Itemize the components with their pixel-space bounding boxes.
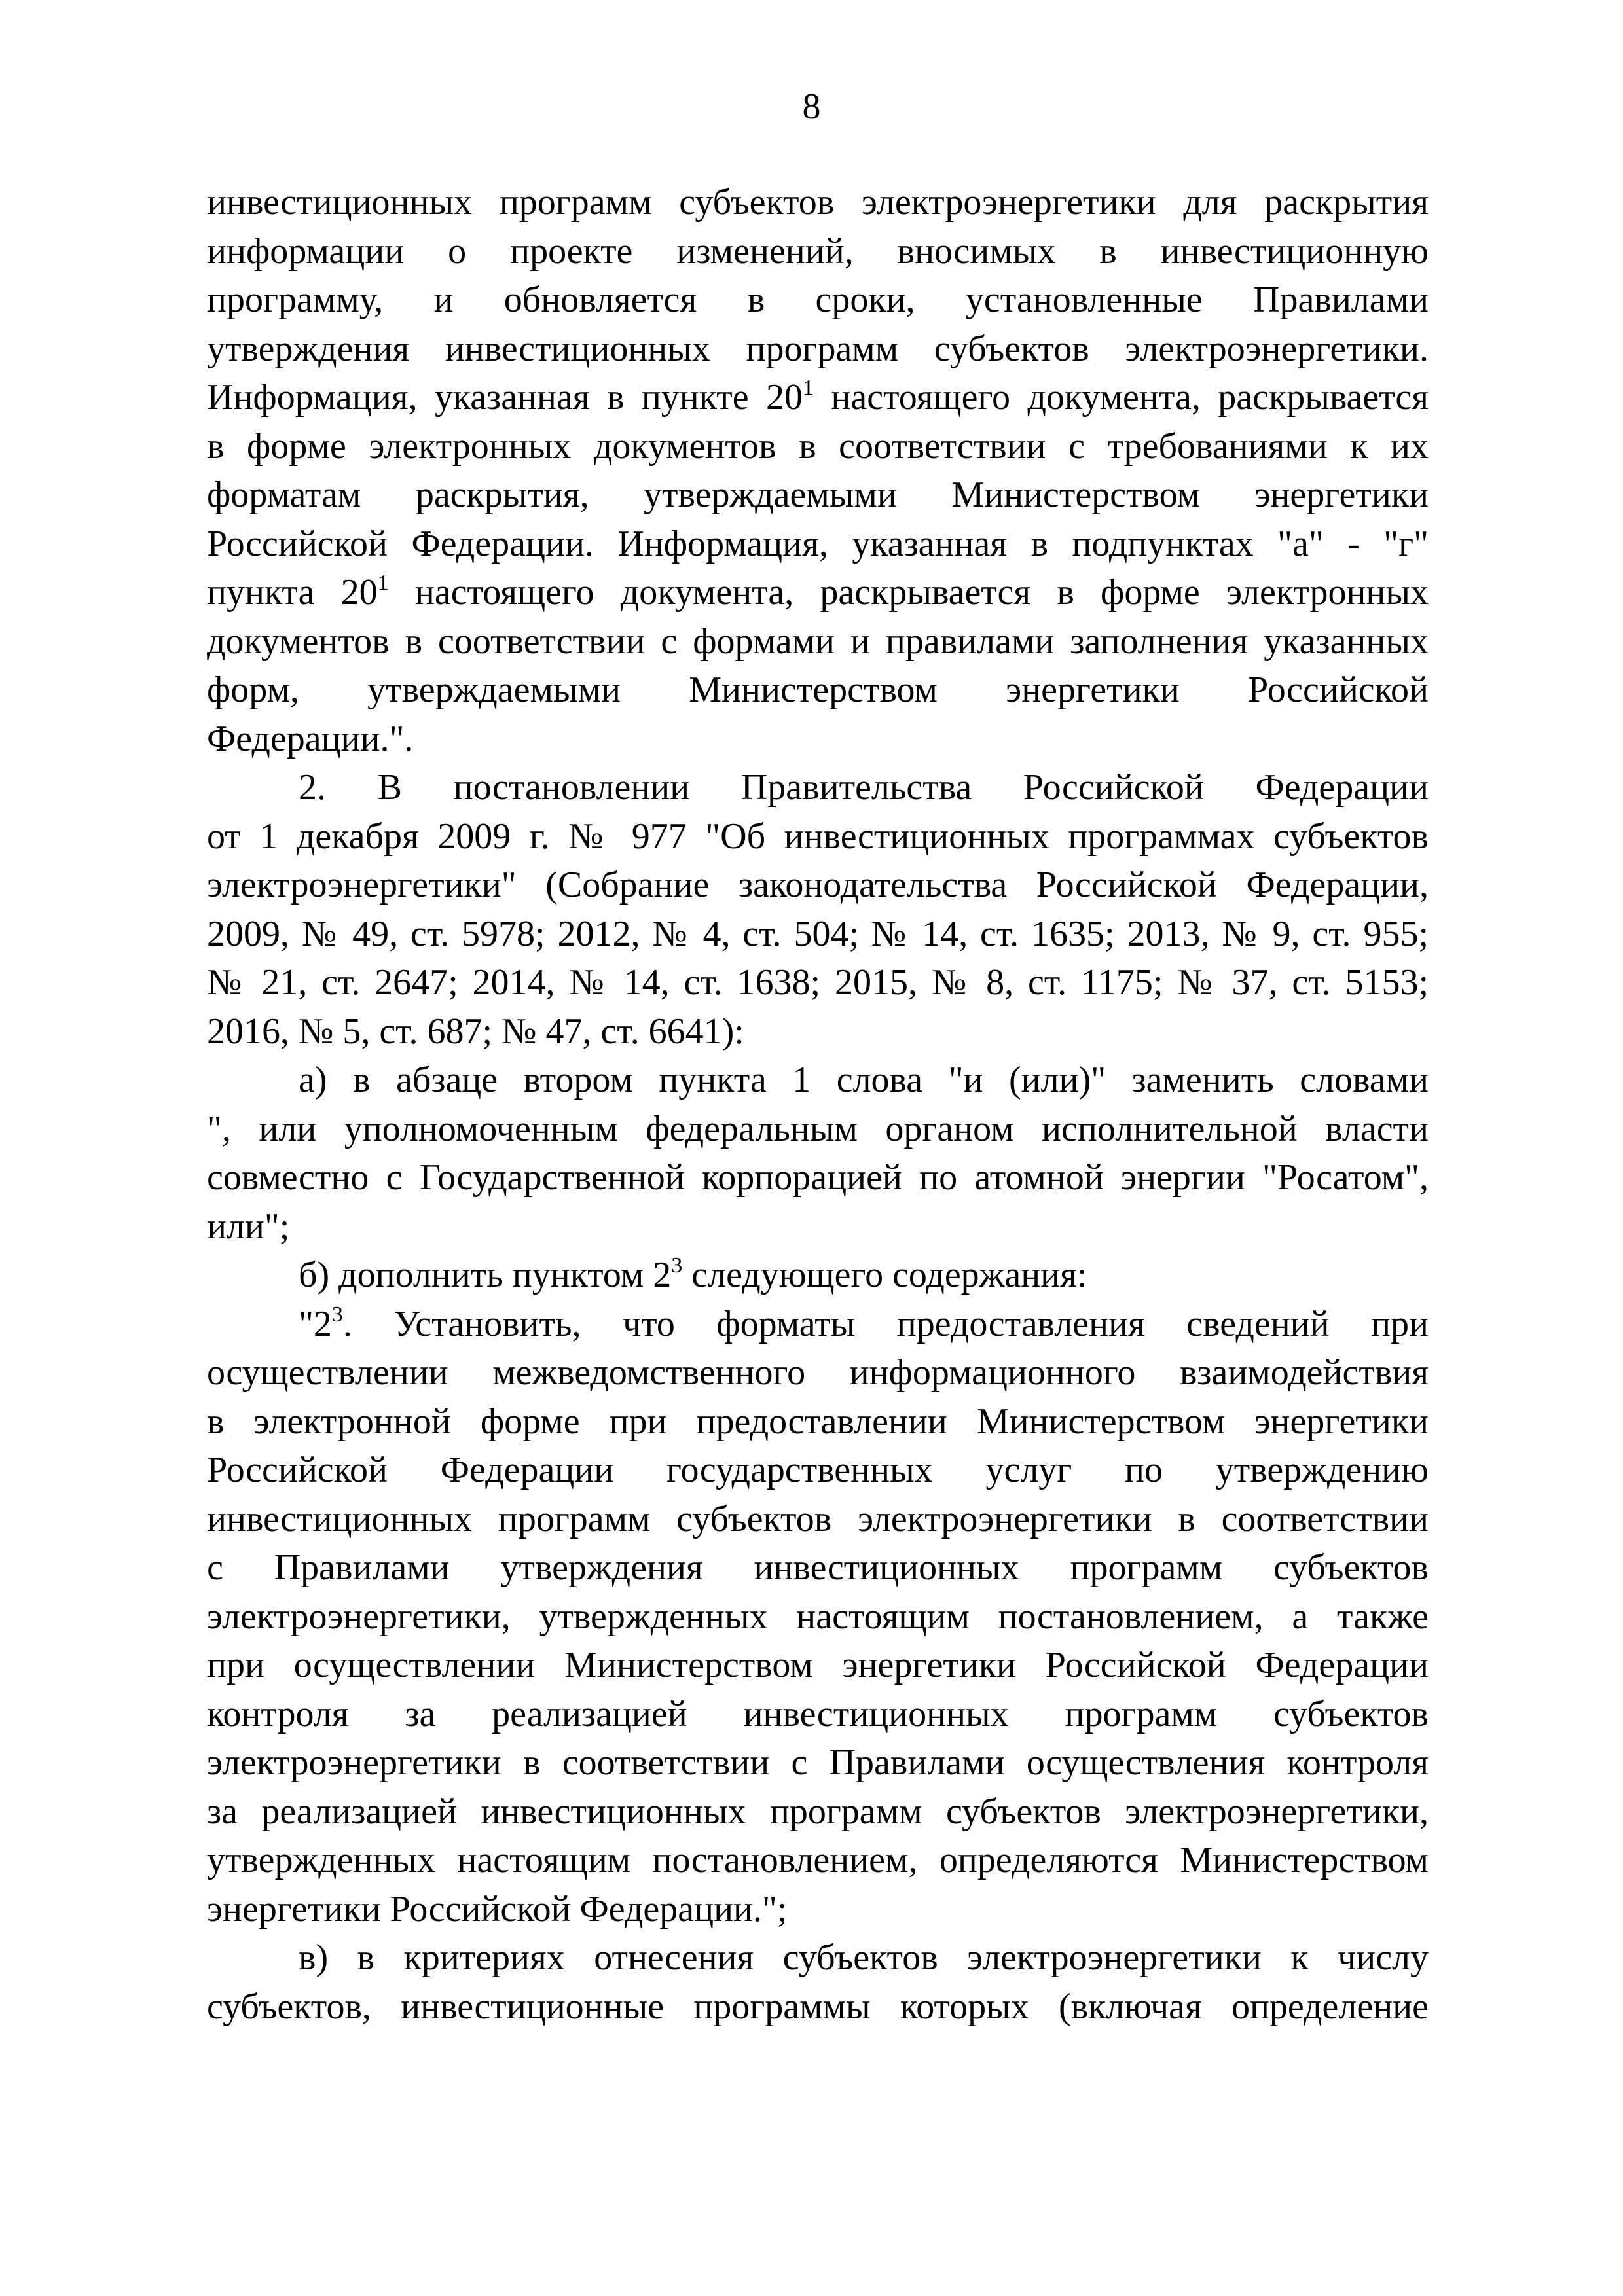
text-line: инвестиционных программ субъектов электроэнергетики в соответствии <box>207 1498 1429 1539</box>
text-line: в электронной форме при предоставлении Министерством энергетики <box>207 1401 1429 1442</box>
text-line: форм, утверждаемыми Министерством энергетики Российской <box>207 670 1429 710</box>
text-line: осуществлении межведомственного информационного взаимодействия <box>207 1352 1429 1393</box>
page-number: 8 <box>802 86 821 127</box>
text-line: в) в критериях отнесения субъектов электроэнергетики к числу <box>299 1937 1429 1978</box>
text-segment: настоящего документа, раскрывается <box>813 377 1429 418</box>
text-line: от 1 декабря 2009 г. № 977 "Об инвестиционных программах субъектов <box>207 816 1429 857</box>
text-line: а) в абзаце втором пункта 1 слова "и (или)" заменить словами <box>299 1060 1429 1100</box>
text-line: с Правилами утверждения инвестиционных программ субъектов <box>207 1547 1429 1588</box>
text-line: утверждения инвестиционных программ субъектов электроэнергетики. <box>207 328 1429 369</box>
text-line: инвестиционных программ субъектов электроэнергетики для раскрытия <box>207 182 1429 223</box>
text-line: в форме электронных документов в соответствии с требованиями к их <box>207 425 1429 467</box>
text-line: электроэнергетики, утвержденных настоящим постановлением, а также <box>207 1596 1429 1637</box>
text-line <box>207 568 1429 617</box>
text-segment: следующего содержания: <box>682 1255 1087 1295</box>
superscript: 1 <box>377 571 389 595</box>
text-segment: настоящего документа, раскрывается в форме электронных <box>388 572 1429 613</box>
text-line: совместно с Государственной корпорацией по атомной энергии "Росатом", <box>207 1157 1429 1198</box>
text-line: программу, и обновляется в сроки, установленные Правилами <box>207 279 1429 320</box>
text-line: Российской Федерации. Информация, указанная в подпунктах "а" - "г" <box>207 523 1429 564</box>
text-line: утвержденных настоящим постановлением, определяются Министерством <box>207 1840 1429 1880</box>
text-line: № 21, ст. 2647; 2014, № 14, ст. 1638; 2015, № 8, ст. 1175; № 37, ст. 5153; <box>207 962 1429 1003</box>
text-line: документов в соответствии с формами и правилами заполнения указанных <box>207 620 1429 662</box>
text-line: информации о проекте изменений, вносимых в инвестиционную <box>207 230 1429 272</box>
text-line: форматам раскрытия, утверждаемыми Министерством энергетики <box>207 475 1429 515</box>
superscript: 1 <box>802 376 814 400</box>
text-line: 2009, № 49, ст. 5978; 2012, № 4, ст. 504; № 14, ст. 1635; 2013, № 9, ст. 955; <box>207 913 1429 954</box>
text-line: электроэнергетики" (Собрание законодательства Российской Федерации, <box>207 865 1429 905</box>
text-segment: . Установить, что форматы предоставления сведений при <box>342 1303 1429 1344</box>
text-line: при осуществлении Министерством энергетики Российской Федерации <box>207 1645 1429 1685</box>
text-line: за реализацией инвестиционных программ субъектов электроэнергетики, <box>207 1791 1429 1832</box>
superscript: 3 <box>671 1253 683 1278</box>
text-line: контроля за реализацией инвестиционных программ субъектов <box>207 1693 1429 1734</box>
text-line <box>207 1300 1429 1349</box>
text-line: 2. В постановлении Правительства Российской Федерации <box>299 767 1429 808</box>
text-segment: Информация, указанная в пункте 20 <box>207 377 803 418</box>
text-line: 2016, № 5, ст. 687; № 47, ст. 6641): <box>207 1011 744 1052</box>
text-line: энергетики Российской Федерации."; <box>207 1888 788 1929</box>
text-line: Федерации.". <box>207 718 414 759</box>
text-segment: б) дополнить пунктом 2 <box>299 1255 672 1295</box>
superscript: 3 <box>331 1302 343 1327</box>
text-line <box>207 373 1429 422</box>
text-line: электроэнергетики в соответствии с Правилами осуществления контроля <box>207 1742 1429 1783</box>
text-line: Российской Федерации государственных услуг по утверждению <box>207 1450 1429 1490</box>
document-body <box>207 178 1429 2031</box>
text-segment: "2 <box>299 1303 332 1344</box>
text-line <box>207 1251 1429 1300</box>
text-line: субъектов, инвестиционные программы которых (включая определение <box>207 1986 1429 2027</box>
text-segment: пункта 20 <box>207 572 378 613</box>
text-line: ", или уполномоченным федеральным органом исполнительной власти <box>207 1108 1429 1149</box>
text-line: или"; <box>207 1206 290 1247</box>
